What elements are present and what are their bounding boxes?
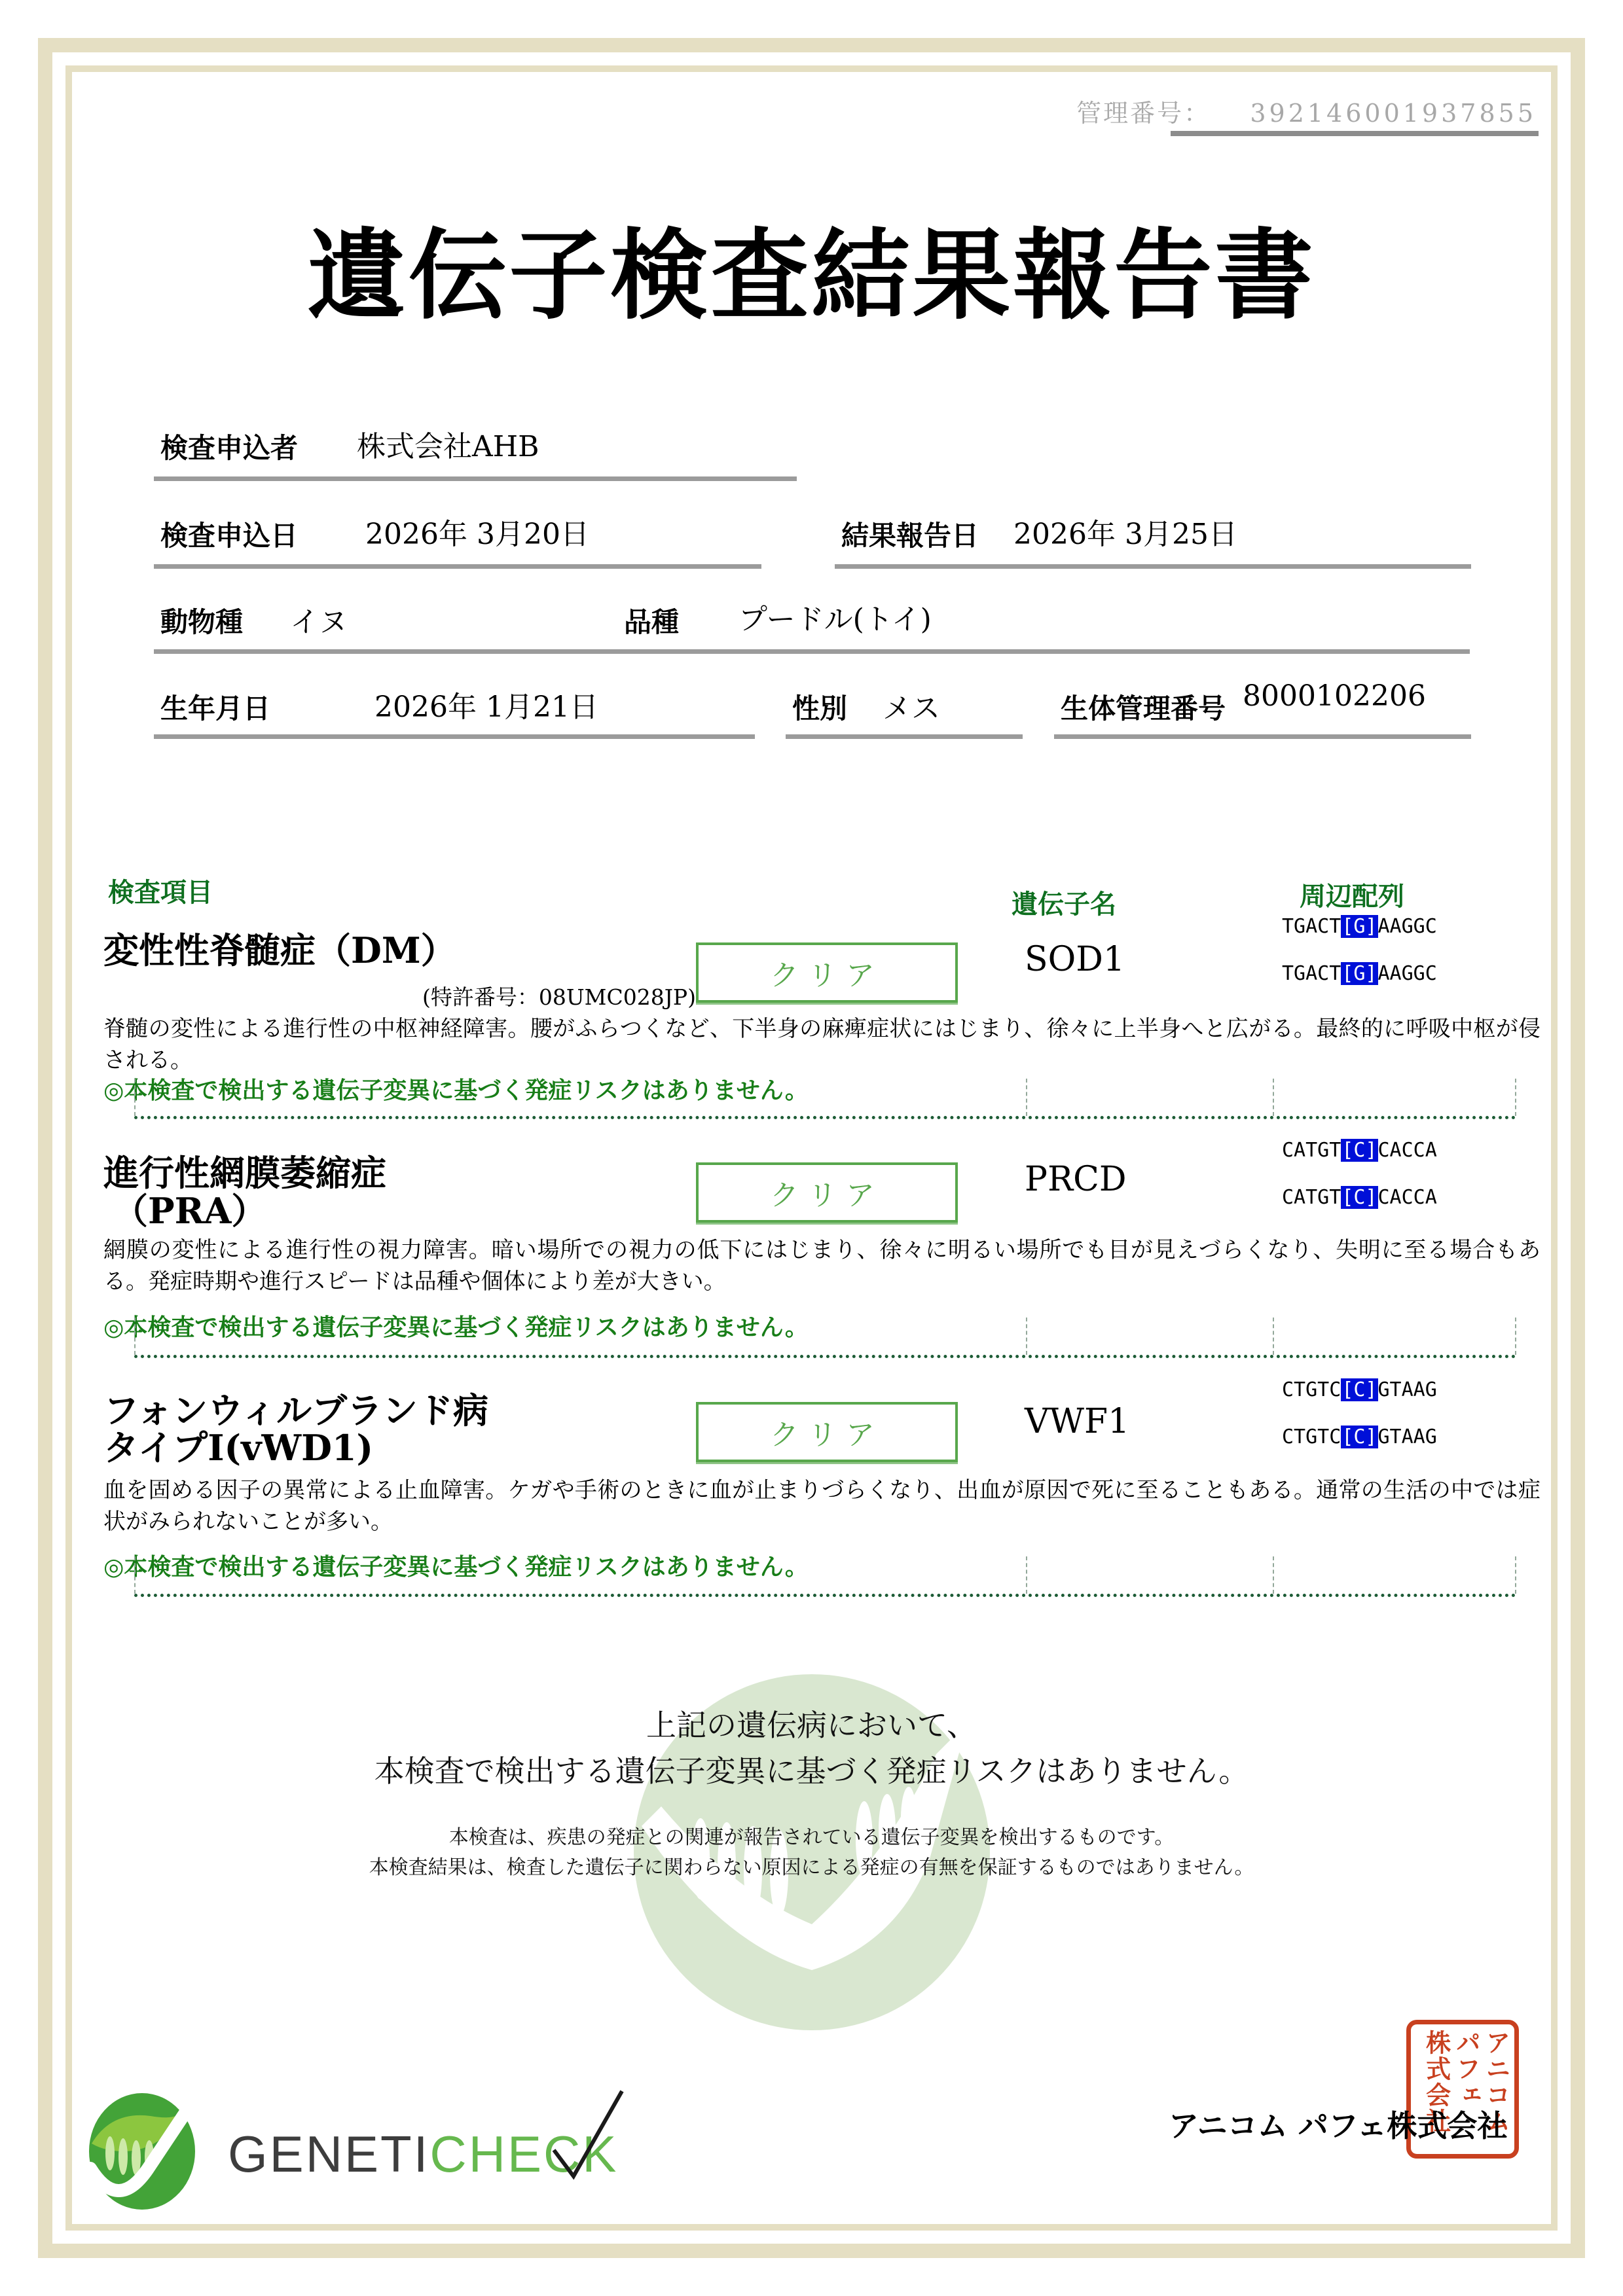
sequence-post: GTAAG: [1377, 1378, 1437, 1401]
sequence-dm-allele2: [1282, 962, 1437, 985]
sequence-dm-allele1: [1282, 915, 1437, 938]
separator-tick: [1273, 1556, 1274, 1594]
test-name-pra: 進行性網膜萎縮症: [103, 1152, 386, 1194]
sequence-variant: [C]: [1341, 1426, 1377, 1448]
breed-label: 品種: [624, 606, 680, 638]
separator-tick: [1026, 1079, 1027, 1116]
birth-date-underline: [154, 734, 755, 739]
separator-tick: [1026, 1556, 1027, 1594]
report-date-underline: [835, 564, 1471, 569]
sequence-post: CACCA: [1377, 1186, 1437, 1209]
summary-line2: 本検査で検出する遺伝子変異に基づく発症リスクはありません。: [374, 1753, 1249, 1789]
result-badge-dm: [696, 942, 958, 1003]
sequence-pre: CTGTC: [1282, 1426, 1341, 1448]
species-label: 動物種: [160, 606, 244, 638]
stamp-column-1: アニコム: [1482, 2030, 1511, 2134]
sequence-variant: [C]: [1341, 1186, 1377, 1209]
sequence-vwd-allele1: [1282, 1378, 1437, 1401]
breed-value: プードル(トイ): [739, 603, 932, 636]
summary-note1: 本検査は、疾患の発症との関連が報告されている遺伝子変異を検出するものです。: [448, 1826, 1175, 1849]
separator-tick: [1515, 1318, 1516, 1355]
applicant-underline: [154, 476, 797, 481]
sequence-pre: TGACT: [1282, 962, 1341, 985]
column-header-gene-name: 遺伝子名: [1012, 889, 1116, 920]
sequence-post: AAGGC: [1377, 962, 1437, 985]
sex-underline: [786, 734, 1023, 739]
stamp-column-2: パフェ: [1451, 2030, 1482, 2108]
sequence-post: CACCA: [1377, 1139, 1437, 1162]
sequence-pre: CTGTC: [1282, 1378, 1341, 1401]
sequence-post: GTAAG: [1377, 1426, 1437, 1448]
test-name-vwd: フォンウィルブランド病: [103, 1390, 489, 1431]
animal-id-value: 8000102206: [1243, 679, 1426, 713]
gene-name-pra: PRCD: [1025, 1160, 1127, 1199]
species-value: イヌ: [290, 605, 348, 639]
admin-number-row: [1076, 93, 1537, 129]
sequence-post: AAGGC: [1377, 915, 1437, 938]
birth-date-value: 2026年 1月21日: [374, 691, 598, 724]
separator-tick: [1026, 1318, 1027, 1355]
breed-underline: [617, 649, 1470, 654]
sequence-variant: [G]: [1341, 915, 1377, 938]
section-separator: [134, 1556, 1516, 1597]
separator-tick: [134, 1079, 136, 1116]
geneticheck-logo-icon: [85, 2091, 200, 2212]
sex-label: 性別: [792, 692, 848, 725]
test-description-pra: 網膜の変性による進行性の視力障害。暗い場所での視力の低下にはじまり、徐々に明るい場所でも目が見えづらくなり、失明に至る場合もある。発症時期や進行スピードは品種や個体により差が大きい。: [103, 1237, 1541, 1295]
test-name-vwd-line2: タイプⅠ(vWD1): [103, 1427, 374, 1469]
test-description-dm: 脊髄の変性による進行性の中枢神経障害。腰がふらつくなど、下半身の麻痺症状にはじまり、徐々に上半身へと広がる。最終的に呼吸中枢が侵される。: [103, 1016, 1541, 1074]
result-badge-vwd: [696, 1402, 958, 1462]
result-badge-pra: [696, 1162, 958, 1223]
apply-date-label: 検査申込日: [160, 520, 299, 552]
brand-part2: CHECK: [429, 2125, 619, 2183]
separator-tick: [1515, 1079, 1516, 1116]
sequence-pra-allele1: [1282, 1139, 1437, 1162]
separator-tick: [134, 1556, 136, 1594]
sequence-pre: CATGT: [1282, 1186, 1341, 1209]
stamp-column-3: 株式会社: [1421, 2030, 1451, 2134]
separator-tick: [134, 1318, 136, 1355]
sequence-vwd-allele2: [1282, 1426, 1437, 1448]
separator-tick: [1515, 1556, 1516, 1594]
result-badge-dm-label: クリア: [770, 959, 884, 992]
test-name-dm: 変性性脊髄症（DM）: [103, 929, 456, 971]
brand-part1: GENETI: [228, 2125, 430, 2183]
sequence-pre: CATGT: [1282, 1139, 1341, 1162]
sequence-variant: [G]: [1341, 962, 1377, 985]
section-separator: [134, 1318, 1516, 1358]
animal-id-label: 生体管理番号: [1061, 692, 1226, 725]
apply-date-value: 2026年 3月20日: [365, 518, 589, 551]
company-name: アニコム パフェ株式会社: [1169, 2108, 1508, 2144]
sequence-variant: [C]: [1341, 1139, 1377, 1162]
species-underline: [154, 649, 670, 654]
applicant-label: 検査申込者: [160, 432, 299, 464]
gene-name-vwd: VWF1: [1025, 1402, 1130, 1441]
sex-value: メス: [883, 692, 940, 725]
column-header-test-item: 検査項目: [108, 877, 213, 908]
admin-number-label: 管理番号：: [1076, 99, 1211, 128]
admin-number-value: 392146001937855: [1250, 99, 1537, 128]
risk-statement-dm: ◎本検査で検出する遺伝子変異に基づく発症リスクはありません。: [103, 1077, 809, 1104]
sequence-pre: TGACT: [1282, 915, 1341, 938]
sequence-variant: [C]: [1341, 1378, 1377, 1401]
test-name-pra-line2: （PRA）: [113, 1190, 267, 1232]
brand-checkmark-icon: [542, 2081, 627, 2186]
page-title: 遺伝子検査結果報告書: [307, 218, 1316, 333]
result-badge-pra-label: クリア: [770, 1179, 884, 1212]
report-date-label: 結果報告日: [841, 520, 979, 552]
summary-line1: 上記の遺伝病において、: [646, 1708, 977, 1743]
column-header-sequence: 周辺配列: [1300, 881, 1404, 912]
birth-date-label: 生年月日: [160, 692, 271, 725]
report-date-value: 2026年 3月25日: [1013, 518, 1237, 551]
section-separator: [134, 1079, 1516, 1119]
risk-statement-vwd: ◎本検査で検出する遺伝子変異に基づく発症リスクはありません。: [103, 1553, 809, 1581]
separator-tick: [1273, 1079, 1274, 1116]
separator-tick: [1273, 1318, 1274, 1355]
admin-number-underline: [1171, 131, 1539, 136]
sequence-pra-allele2: [1282, 1186, 1437, 1209]
risk-statement-pra: ◎本検査で検出する遺伝子変異に基づく発症リスクはありません。: [103, 1314, 809, 1341]
apply-date-underline: [154, 564, 761, 569]
applicant-value: 株式会社AHB: [357, 430, 539, 463]
result-badge-vwd-label: クリア: [770, 1418, 884, 1452]
test-patent-dm: (特許番号：08UMC028JP): [422, 984, 697, 1010]
animal-id-underline: [1054, 734, 1471, 739]
summary-note2: 本検査結果は、検査した遺伝子に関わらない原因による発症の有無を保証するものではありません。: [369, 1856, 1254, 1879]
gene-name-dm: SOD1: [1025, 940, 1125, 979]
test-description-vwd: 血を固める因子の異常による止血障害。ケガや手術のときに血が止まりづらくなり、出血が原因で死に至ることもある。通常の生活の中では症状がみられないことが多い。: [103, 1477, 1541, 1535]
